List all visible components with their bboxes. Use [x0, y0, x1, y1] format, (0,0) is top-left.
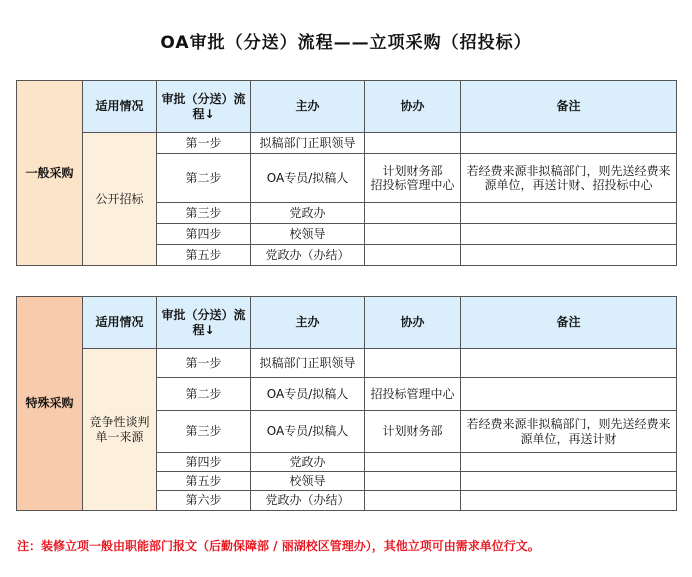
- step-label: 第六步: [157, 491, 251, 511]
- remark-cell: [461, 378, 677, 411]
- remark-cell: [461, 224, 677, 245]
- assist-handler: [365, 453, 461, 472]
- header-process: 审批（分送）流程↓: [157, 81, 251, 133]
- remark-cell: 若经费来源非拟稿部门，则先送经费来源单位，再送计财、招投标中心: [461, 154, 677, 203]
- remark-cell: [461, 349, 677, 378]
- main-handler: 拟稿部门正职领导: [251, 349, 365, 378]
- scope-special: 竞争性谈判 单一来源: [83, 349, 157, 511]
- remark-cell: [461, 133, 677, 154]
- main-handler: 校领导: [251, 224, 365, 245]
- header-remark: 备注: [461, 81, 677, 133]
- header-main: 主办: [251, 81, 365, 133]
- main-handler: 拟稿部门正职领导: [251, 133, 365, 154]
- main-handler: OA专员/拟稿人: [251, 154, 365, 203]
- main-handler: 党政办（办结）: [251, 245, 365, 266]
- remark-cell: [461, 245, 677, 266]
- remark-cell: [461, 472, 677, 491]
- remark-cell: 若经费来源非拟稿部门，则先送经费来源单位，再送计财: [461, 411, 677, 453]
- special-procurement-table: [16, 296, 677, 511]
- step-label: 第一步: [157, 133, 251, 154]
- step-label: 第三步: [157, 411, 251, 453]
- header-remark: 备注: [461, 297, 677, 349]
- step-label: 第四步: [157, 453, 251, 472]
- main-handler: 党政办: [251, 203, 365, 224]
- assist-handler: [365, 245, 461, 266]
- header-main: 主办: [251, 297, 365, 349]
- category-general: 一般采购: [17, 81, 83, 266]
- step-label: 第五步: [157, 472, 251, 491]
- assist-handler: 计划财务部 招投标管理中心: [365, 154, 461, 203]
- remark-cell: [461, 453, 677, 472]
- header-process: 审批（分送）流程↓: [157, 297, 251, 349]
- header-scope: 适用情况: [83, 297, 157, 349]
- header-assist: 协办: [365, 297, 461, 349]
- step-label: 第二步: [157, 154, 251, 203]
- step-label: 第四步: [157, 224, 251, 245]
- assist-handler: [365, 203, 461, 224]
- main-handler: 党政办（办结）: [251, 491, 365, 511]
- step-label: 第一步: [157, 349, 251, 378]
- main-handler: OA专员/拟稿人: [251, 411, 365, 453]
- assist-handler: [365, 224, 461, 245]
- assist-handler: [365, 133, 461, 154]
- remark-cell: [461, 491, 677, 511]
- assist-handler: 招投标管理中心: [365, 378, 461, 411]
- assist-handler: 计划财务部: [365, 411, 461, 453]
- footnote: 注：装修立项一般由职能部门报文（后勤保障部 / 丽湖校区管理办），其他立项可由需求单位行文。: [17, 539, 540, 553]
- remark-cell: [461, 203, 677, 224]
- step-label: 第三步: [157, 203, 251, 224]
- assist-handler: [365, 349, 461, 378]
- category-special: 特殊采购: [17, 297, 83, 511]
- page-title: OA审批（分送）流程——立项采购（招投标）: [160, 33, 532, 53]
- header-assist: 协办: [365, 81, 461, 133]
- header-scope: 适用情况: [83, 81, 157, 133]
- main-handler: OA专员/拟稿人: [251, 378, 365, 411]
- assist-handler: [365, 472, 461, 491]
- scope-general: 公开招标: [83, 133, 157, 266]
- step-label: 第五步: [157, 245, 251, 266]
- main-handler: 党政办: [251, 453, 365, 472]
- main-handler: 校领导: [251, 472, 365, 491]
- step-label: 第二步: [157, 378, 251, 411]
- general-procurement-table: [16, 80, 677, 266]
- assist-handler: [365, 491, 461, 511]
